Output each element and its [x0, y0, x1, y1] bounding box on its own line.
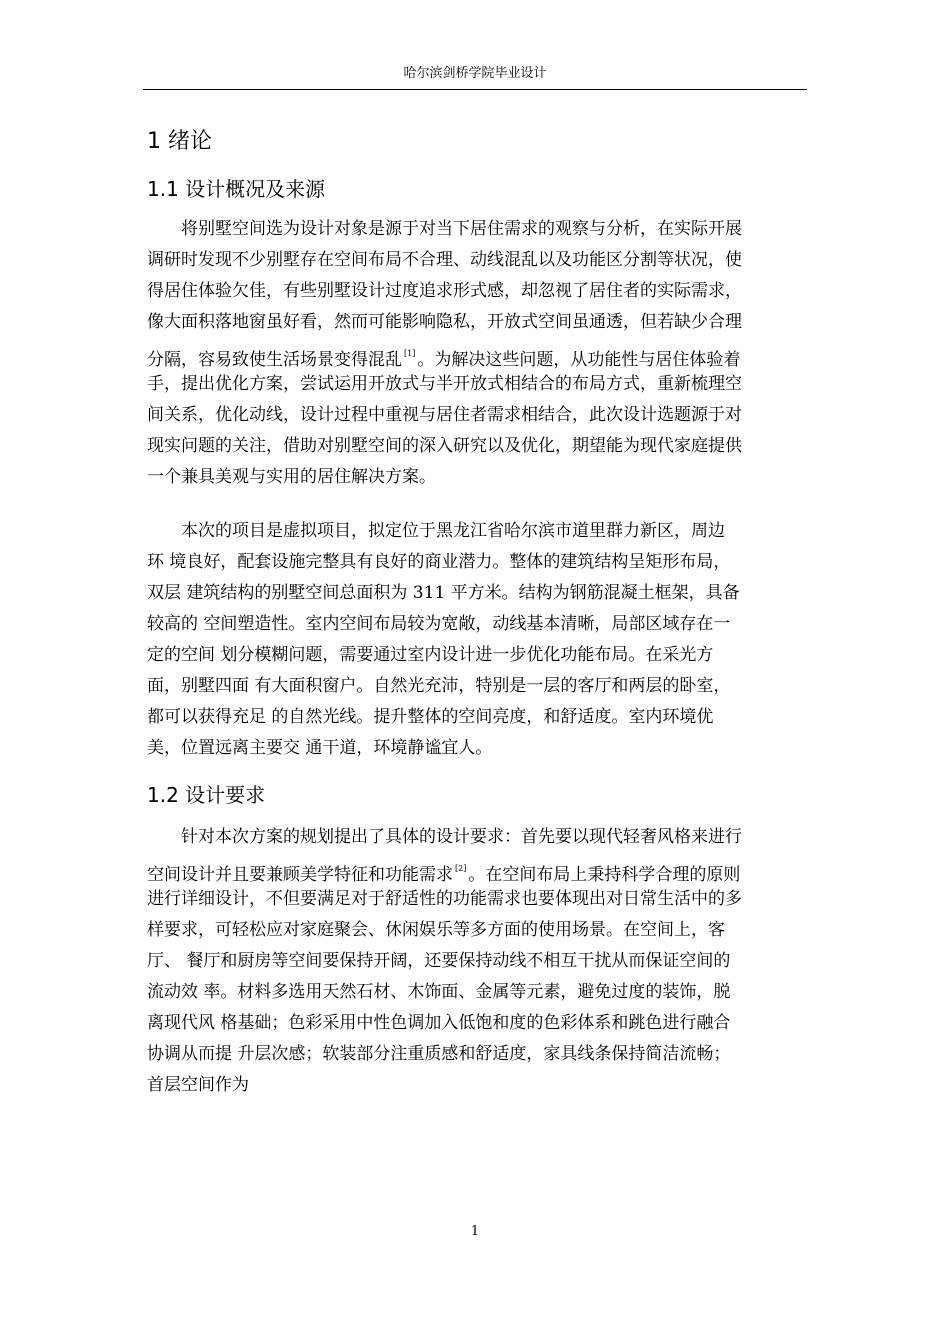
section-1-1-title: 1.1 设计概况及来源 [147, 177, 326, 201]
text-line: 都可以获得充足 的自然光线。提升整体的空间亮度，和舒适度。室内环境优 [147, 707, 714, 727]
text-line: 定的空间 划分模糊问题，需要通过室内设计进一步优化功能布局。在采光方 [147, 645, 714, 665]
chapter-title: 1 绪论 [147, 129, 212, 154]
text-line: 调研时发现不少别墅存在空间布局不合理、动线混乱以及功能区分割等状况，使 [147, 250, 742, 270]
text-line: 手，提出优化方案，尝试运用开放式与半开放式相结合的布局方式，重新梳理空 [147, 374, 742, 394]
text-line: 将别墅空间选为设计对象是源于对当下居住需求的观察与分析，在实际开展 [181, 219, 742, 239]
text-line: 间关系，优化动线，设计过程中重视与居住者需求相结合，此次设计选题源于对 [147, 405, 742, 425]
text-line: 流动效 率。材料多选用天然石材、木饰面、金属等元素，避免过度的装饰，脱 [147, 982, 731, 1002]
header-title: 哈尔滨剑桥学院毕业设计 [403, 66, 547, 81]
text-line: 美，位置远离主要交 通干道，环境静谧宜人。 [147, 738, 493, 758]
text-line: 较高的 空间塑造性。室内空间布局较为宽敞，动线基本清晰，局部区域存在一 [147, 614, 731, 634]
text-line: 环 境良好，配套设施完整具有良好的商业潜力。整体的建筑结构呈矩形布局， [147, 552, 731, 572]
text-line [147, 853, 817, 884]
text-line: 得居住体验欠佳，有些别墅设计过度追求形式感，却忽视了居住者的实际需求， [147, 281, 742, 301]
text-segment: 空间设计并且要兼顾美学特征和功能需求 [147, 865, 453, 885]
text-line: 针对本次方案的规划提出了具体的设计要求：首先要以现代轻奢风格来进行 [181, 827, 742, 847]
text-line: 双层 建筑结构的别墅空间总面积为 311 平方米。结构为钢筋混凝土框架，具备 [147, 583, 740, 603]
text-line [147, 338, 817, 369]
section-1-2-paragraph-1 [147, 822, 817, 1101]
page-number: 1 [470, 1224, 480, 1239]
citation-ref-2: [2] [455, 864, 467, 873]
text-segment: 。在空间布局上秉持科学合理的原则 [468, 865, 741, 885]
section-1-1-paragraph-1 [147, 214, 817, 493]
text-segment: 。为解决这些问题，从功能性与居住体验着 [417, 350, 741, 370]
text-line: 像大面积落地窗虽好看，然而可能影响隐私，开放式空间虽通透，但若缺少合理 [147, 312, 742, 332]
text-line: 样要求，可轻松应对家庭聚会、休闲娱乐等多方面的使用场景。在空间上，客 [147, 920, 725, 940]
text-line: 现实问题的关注，借助对别墅空间的深入研究以及优化，期望能为现代家庭提供 [147, 436, 742, 456]
text-line: 本次的项目是虚拟项目，拟定位于黑龙江省哈尔滨市道里群力新区，周边 [181, 521, 725, 541]
text-line: 面，别墅四面 有大面积窗户。自然光充沛，特别是一层的客厅和两层的卧室， [147, 676, 731, 696]
citation-ref-1: [1] [404, 349, 416, 358]
text-line: 厅、 餐厅和厨房等空间要保持开阔，还要保持动线不相互干扰从而保证空间的 [147, 951, 731, 971]
text-line: 离现代风 格基础；色彩采用中性色调加入低饱和度的色彩体系和跳色进行融合 [147, 1013, 731, 1033]
text-line: 一个兼具美观与实用的居住解决方案。 [147, 467, 436, 487]
section-1-2-title: 1.2 设计要求 [147, 783, 266, 807]
section-1-1-paragraph-2 [147, 516, 817, 764]
text-line: 进行详细设计，不但要满足对于舒适性的功能需求也要体现出对日常生活中的多 [147, 889, 742, 909]
text-line: 协调从而提 升层次感；软装部分注重质感和舒适度，家具线条保持简洁流畅； [147, 1044, 731, 1064]
page-header [143, 63, 807, 90]
text-segment: 分隔，容易致使生活场景变得混乱 [147, 350, 402, 370]
text-line: 首层空间作为 [147, 1075, 249, 1095]
